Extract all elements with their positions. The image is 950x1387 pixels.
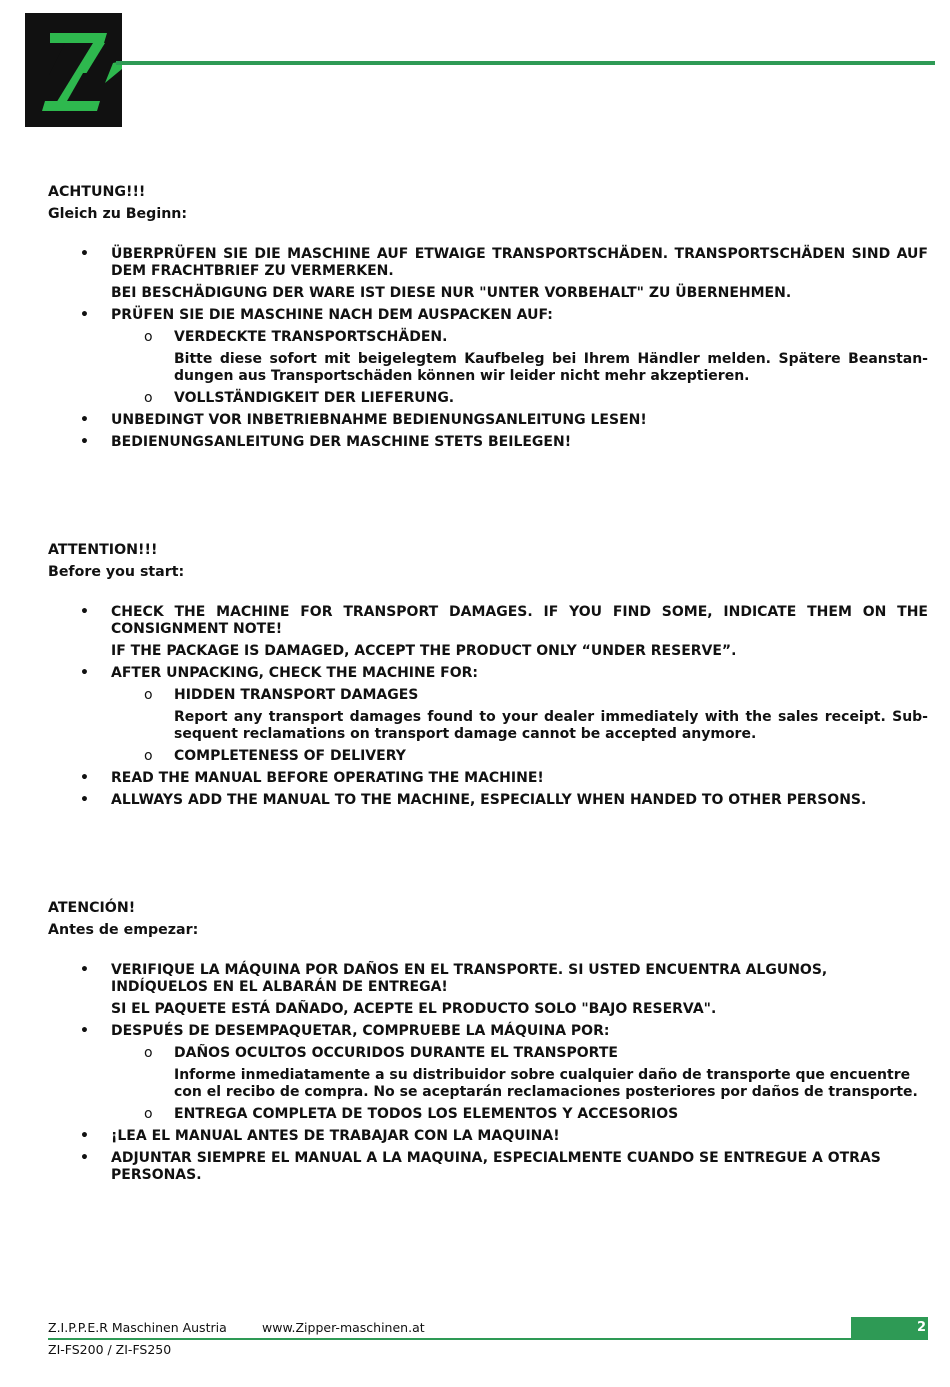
footer-rule — [48, 1338, 928, 1340]
section-subtitle: Gleich zu Beginn: — [48, 206, 188, 222]
section-subtitle: Antes de empezar: — [48, 922, 199, 938]
sub-list-note: Report any transport damages found to your dealer immediately with the sales receipt. Sub-sequent reclamations on transport damage cannot be accepted anymore. — [174, 709, 928, 742]
list-item: • ALLWAYS ADD THE MANUAL TO THE MACHINE, ESPECIALLY WHEN HANDED TO OTHER PERSONS. — [80, 792, 867, 808]
sub-list-note: Bitte diese sofort mit beigelegtem Kaufbeleg bei Ihrem Händler melden. Spätere Beanstan-dungen aus Transportschäden können wir leider nicht mehr akzeptieren. — [174, 351, 928, 384]
list-item: • PRÜFEN SIE DIE MASCHINE NACH DEM AUSPACKEN AUF: — [80, 307, 553, 323]
list-item: • VERIFIQUE LA MÁQUINA POR DAÑOS EN EL TRANSPORTE. SI USTED ENCUENTRA ALGUNOS, INDÍQUELOS EN EL ALBARÁN DE ENTREGA! — [80, 962, 828, 995]
footer-company: Z.I.P.P.E.R Maschinen Austria — [48, 1320, 227, 1335]
section-subtitle: Before you start: — [48, 564, 185, 580]
list-item: • BEDIENUNGSANLEITUNG DER MASCHINE STETS BEILEGEN! — [80, 434, 572, 450]
list-item: • CHECK THE MACHINE FOR TRANSPORT DAMAGES. IF YOU FIND SOME, INDICATE THEM ON THE CONSIGNMENT NOTE! — [80, 604, 928, 637]
list-note: SI EL PAQUETE ESTÁ DAÑADO, ACEPTE EL PRODUCTO SOLO "BAJO RESERVA". — [111, 1001, 717, 1017]
sub-list-item: o ENTREGA COMPLETA DE TODOS LOS ELEMENTOS Y ACCESORIOS — [144, 1106, 679, 1122]
header-rule — [116, 61, 935, 65]
footer-model: ZI-FS200 / ZI-FS250 — [48, 1342, 172, 1357]
list-item: • ¡LEA EL MANUAL ANTES DE TRABAJAR CON LA MAQUINA! — [80, 1128, 560, 1144]
list-item: • ÜBERPRÜFEN SIE DIE MASCHINE AUF ETWAIGE TRANSPORTSCHÄDEN. TRANSPORTSCHÄDEN SIND AUF DEM FRACHTBRIEF ZU VERMERKEN. — [80, 246, 928, 279]
sub-list-item: o COMPLETENESS OF DELIVERY — [144, 748, 406, 764]
list-item: • READ THE MANUAL BEFORE OPERATING THE MACHINE! — [80, 770, 544, 786]
sub-list-item: o DAÑOS OCULTOS OCCURIDOS DURANTE EL TRANSPORTE — [144, 1045, 618, 1061]
section-title: ACHTUNG!!! — [48, 184, 146, 200]
footer-url-link[interactable]: www.Zipper-maschinen.at — [262, 1320, 425, 1335]
section-english — [48, 539, 928, 814]
sub-list-note: Informe inmediatamente a su distribuidor sobre cualquier daño de transporte que encuentre con el recibo de compra. No se aceptarán reclamaciones posteriores por daños de transporte. — [174, 1067, 918, 1100]
sub-list-item: o HIDDEN TRANSPORT DAMAGES — [144, 687, 419, 703]
section-title: ATENCIÓN! — [48, 900, 136, 916]
sub-list-item: o VOLLSTÄNDIGKEIT DER LIEFERUNG. — [144, 390, 455, 406]
list-item: • ADJUNTAR SIEMPRE EL MANUAL A LA MAQUINA, ESPECIALMENTE CUANDO SE ENTREGUE A OTRAS PERSONAS. — [80, 1150, 881, 1183]
list-note: IF THE PACKAGE IS DAMAGED, ACCEPT THE PRODUCT ONLY “UNDER RESERVE”. — [111, 643, 737, 659]
list-note: BEI BESCHÄDIGUNG DER WARE IST DIESE NUR "UNTER VORBEHALT" ZU ÜBERNEHMEN. — [111, 285, 792, 301]
section-spanish — [48, 897, 928, 1189]
list-item: • DESPUÉS DE DESEMPAQUETAR, COMPRUEBE LA MÁQUINA POR: — [80, 1023, 610, 1039]
page-number: 2 — [916, 1320, 926, 1335]
section-title: ATTENTION!!! — [48, 542, 158, 558]
list-item: • AFTER UNPACKING, CHECK THE MACHINE FOR: — [80, 665, 479, 681]
sub-list-item: o VERDECKTE TRANSPORTSCHÄDEN. — [144, 329, 448, 345]
zipper-logo — [25, 13, 122, 127]
list-item: • UNBEDINGT VOR INBETRIEBNAHME BEDIENUNGSANLEITUNG LESEN! — [80, 412, 647, 428]
section-german — [48, 181, 928, 456]
logo-z-icon — [25, 13, 122, 127]
page-number-box — [851, 1317, 928, 1339]
